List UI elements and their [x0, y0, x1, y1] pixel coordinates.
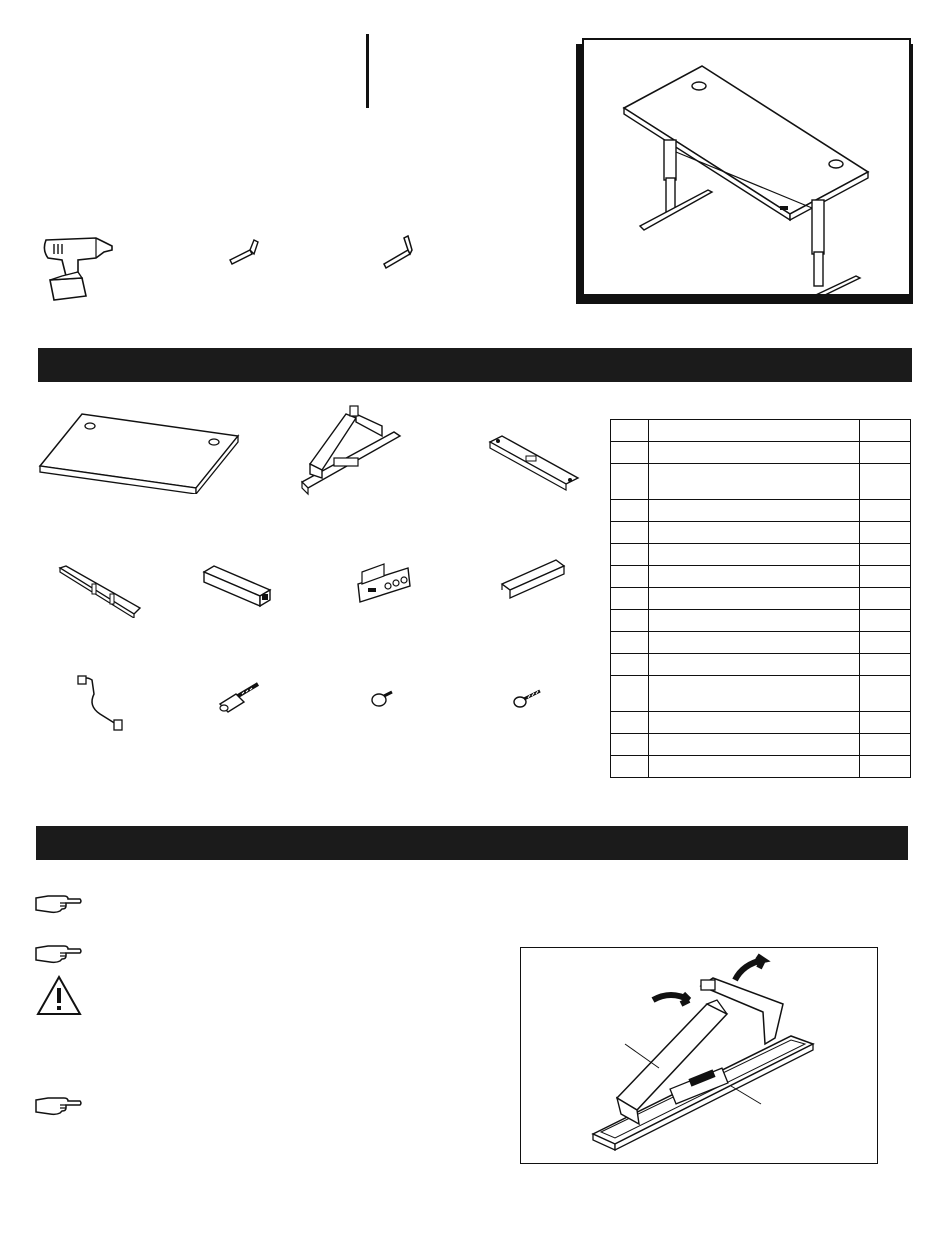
assembled-desk-illustration — [582, 38, 911, 296]
cell — [649, 464, 860, 500]
table-row — [611, 544, 911, 566]
cell — [860, 712, 911, 734]
power-cord-icon — [76, 672, 126, 734]
table-row — [611, 610, 911, 632]
table-row — [611, 442, 911, 464]
pointing-hand-icon — [34, 892, 82, 914]
cell — [860, 544, 911, 566]
table-row — [611, 522, 911, 544]
cell — [649, 588, 860, 610]
pointing-hand-icon — [34, 942, 82, 964]
cell — [611, 756, 649, 778]
column-header-no — [611, 420, 649, 442]
section-header-preparation — [36, 826, 908, 860]
table-row — [611, 654, 911, 676]
cell — [649, 610, 860, 632]
table-row — [611, 588, 911, 610]
large-hex-key-icon — [380, 234, 424, 272]
header-divider — [366, 34, 369, 108]
table-row — [611, 566, 911, 588]
cell — [649, 522, 860, 544]
cell — [611, 544, 649, 566]
cell — [611, 712, 649, 734]
cell — [649, 676, 860, 712]
cell — [860, 610, 911, 632]
table-row — [611, 676, 911, 712]
table-header-row — [611, 420, 911, 442]
foot-icon — [58, 562, 144, 618]
cell — [611, 588, 649, 610]
cell — [611, 522, 649, 544]
table-row — [611, 464, 911, 500]
short-screw-icon — [370, 688, 394, 710]
leg-frame-assembly-icon — [298, 404, 404, 496]
cell — [611, 500, 649, 522]
cell — [860, 566, 911, 588]
column-header-qty — [860, 420, 911, 442]
cell — [649, 756, 860, 778]
cell — [611, 464, 649, 500]
table-row — [611, 500, 911, 522]
cell — [611, 566, 649, 588]
column-header-description — [649, 420, 860, 442]
cell — [649, 442, 860, 464]
cell — [649, 712, 860, 734]
cell — [649, 566, 860, 588]
cell — [611, 654, 649, 676]
cell — [860, 654, 911, 676]
desktop-panel-icon — [36, 408, 242, 494]
cell — [860, 676, 911, 712]
small-hex-key-icon — [226, 236, 262, 268]
cell — [860, 522, 911, 544]
crossbar-icon — [486, 432, 582, 494]
cable-tray-icon — [498, 556, 568, 602]
cell — [860, 588, 911, 610]
cell — [860, 442, 911, 464]
control-box-icon — [200, 560, 272, 612]
cell — [860, 756, 911, 778]
unpacking-figure — [520, 947, 878, 1164]
cell — [649, 500, 860, 522]
cell — [611, 676, 649, 712]
cell — [649, 632, 860, 654]
pointing-hand-icon — [34, 1094, 82, 1116]
section-header-parts — [38, 348, 912, 382]
cell — [860, 500, 911, 522]
table-row — [611, 632, 911, 654]
cell — [860, 464, 911, 500]
cell — [649, 654, 860, 676]
section-heading — [36, 834, 48, 851]
cell — [860, 632, 911, 654]
warning-triangle-icon — [36, 974, 82, 1016]
cell — [649, 734, 860, 756]
bolt-with-spacer-icon — [218, 680, 262, 714]
control-panel-icon — [354, 556, 414, 608]
table-row — [611, 712, 911, 734]
cell — [611, 632, 649, 654]
cell — [860, 734, 911, 756]
parts-list-table — [610, 419, 911, 778]
wood-screw-icon — [512, 688, 542, 710]
power-drill-icon — [38, 232, 118, 304]
cell — [611, 442, 649, 464]
cell — [649, 544, 860, 566]
table-row — [611, 734, 911, 756]
cell — [611, 734, 649, 756]
cell — [611, 610, 649, 632]
section-heading — [38, 356, 50, 373]
table-row — [611, 756, 911, 778]
